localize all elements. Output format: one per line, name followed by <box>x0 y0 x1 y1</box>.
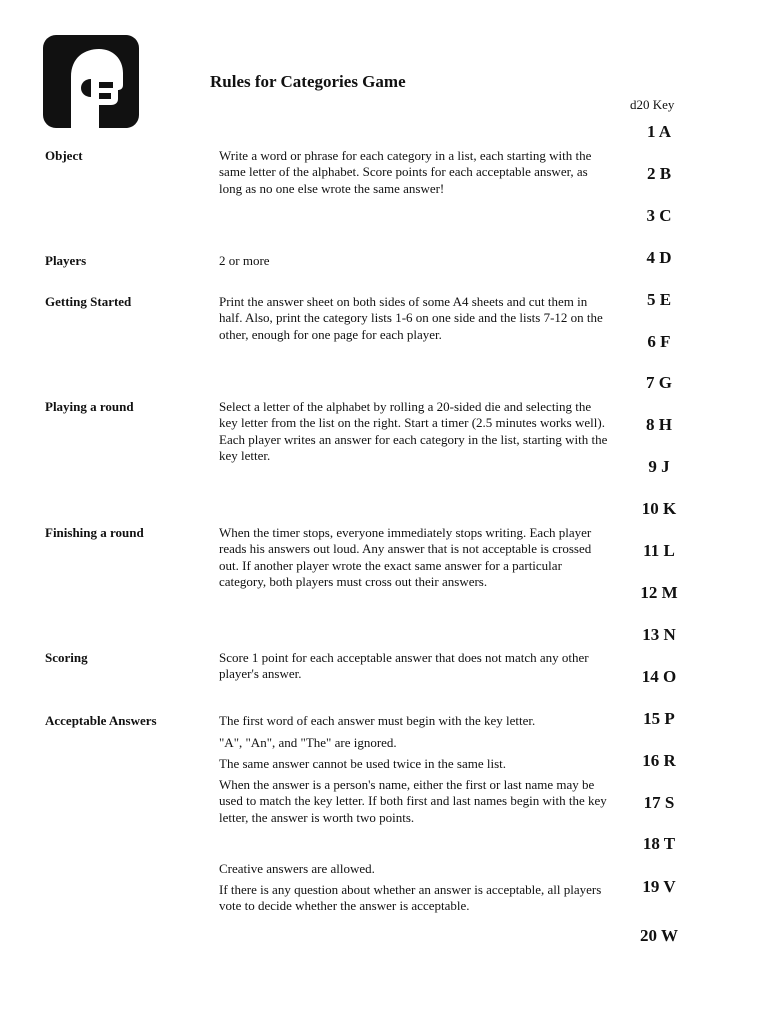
acceptable-answer-item: The first word of each answer must begin with the key letter. <box>219 713 536 728</box>
rule-text-finishing-round: When the timer stops, everyone immediately stops writing. Each player reads his answers out loud. Any answer that is not acceptable is crossed out. If another player wrote the exact same answer for a particular category, both players must cross out their answers. <box>219 525 592 589</box>
acceptable-answer-item: Creative answers are allowed. <box>219 861 375 876</box>
d20-key-item: 6 F <box>647 332 671 351</box>
d20-key-item: 4 D <box>646 248 672 267</box>
rule-label-playing-round: Playing a round <box>45 399 134 414</box>
d20-key-item: 15 P <box>643 709 675 728</box>
d20-key-item: 14 O <box>641 667 677 686</box>
page-title: Rules for Categories Game <box>210 72 406 91</box>
acceptable-answer-item: The same answer cannot be used twice in the same list. <box>219 756 506 771</box>
d20-key-item: 3 C <box>646 206 672 225</box>
d20-key-item: 19 V <box>642 877 676 896</box>
d20-key-header: d20 Key <box>630 97 675 112</box>
acceptable-answer-item: "A", "An", and "The" are ignored. <box>219 735 397 750</box>
d20-key-item: 11 L <box>643 541 675 560</box>
rule-label-object: Object <box>45 148 83 163</box>
d20-key-item: 7 G <box>646 373 672 392</box>
rule-text-scoring: Score 1 point for each acceptable answer that does not match any other player's answer. <box>219 650 589 682</box>
d20-key-item: 10 K <box>641 499 677 518</box>
rule-label-players: Players <box>45 253 87 268</box>
d20-key-item: 18 T <box>642 834 676 853</box>
rule-text-getting-started: Print the answer sheet on both sides of some A4 sheets and cut them in half. Also, print the category lists 1-6 on one side and the lists 7-12 on the other, enough for one page for each player. <box>219 294 603 342</box>
d20-key-item: 5 E <box>646 290 672 309</box>
d20-key-item: 8 H <box>646 415 672 434</box>
d20-key-item: 9 J <box>648 457 670 476</box>
d20-key-item: 12 M <box>640 583 678 602</box>
acceptable-answer-item: If there is any question about whether an answer is acceptable, all players vote to decide whether the answer is acceptable. <box>219 882 602 914</box>
rule-label-acceptable-answers: Acceptable Answers <box>45 713 157 728</box>
rule-text-players: 2 or more <box>219 253 270 268</box>
d20-key-item: 20 W <box>640 926 678 945</box>
rule-label-finishing-round: Finishing a round <box>45 525 144 540</box>
rule-label-getting-started: Getting Started <box>45 294 132 309</box>
rule-text-object: Write a word or phrase for each category in a list, each starting with the same letter of the alphabet. Score points for each acceptable answer, as long as no one else wrote the same answer! <box>219 148 592 196</box>
d20-key-item: 16 R <box>642 751 676 770</box>
d20-key-item: 17 S <box>643 793 675 812</box>
face-logo-icon <box>43 35 139 128</box>
d20-key-item: 2 B <box>646 164 672 183</box>
rule-text-playing-round: Select a letter of the alphabet by rolling a 20-sided die and selecting the key letter from the list on the right. Start a timer (2.5 minutes works well). Each player writes an answer for each category in the list, starting with the key letter. <box>219 399 608 463</box>
d20-key-item: 1 A <box>646 122 672 141</box>
acceptable-answer-item: When the answer is a person's name, either the first or last name may be used to match the key letter. If both first and last names begin with the key letter, the answer is worth two points. <box>219 777 607 825</box>
rule-label-scoring: Scoring <box>45 650 88 665</box>
d20-key-item: 13 N <box>642 625 676 644</box>
